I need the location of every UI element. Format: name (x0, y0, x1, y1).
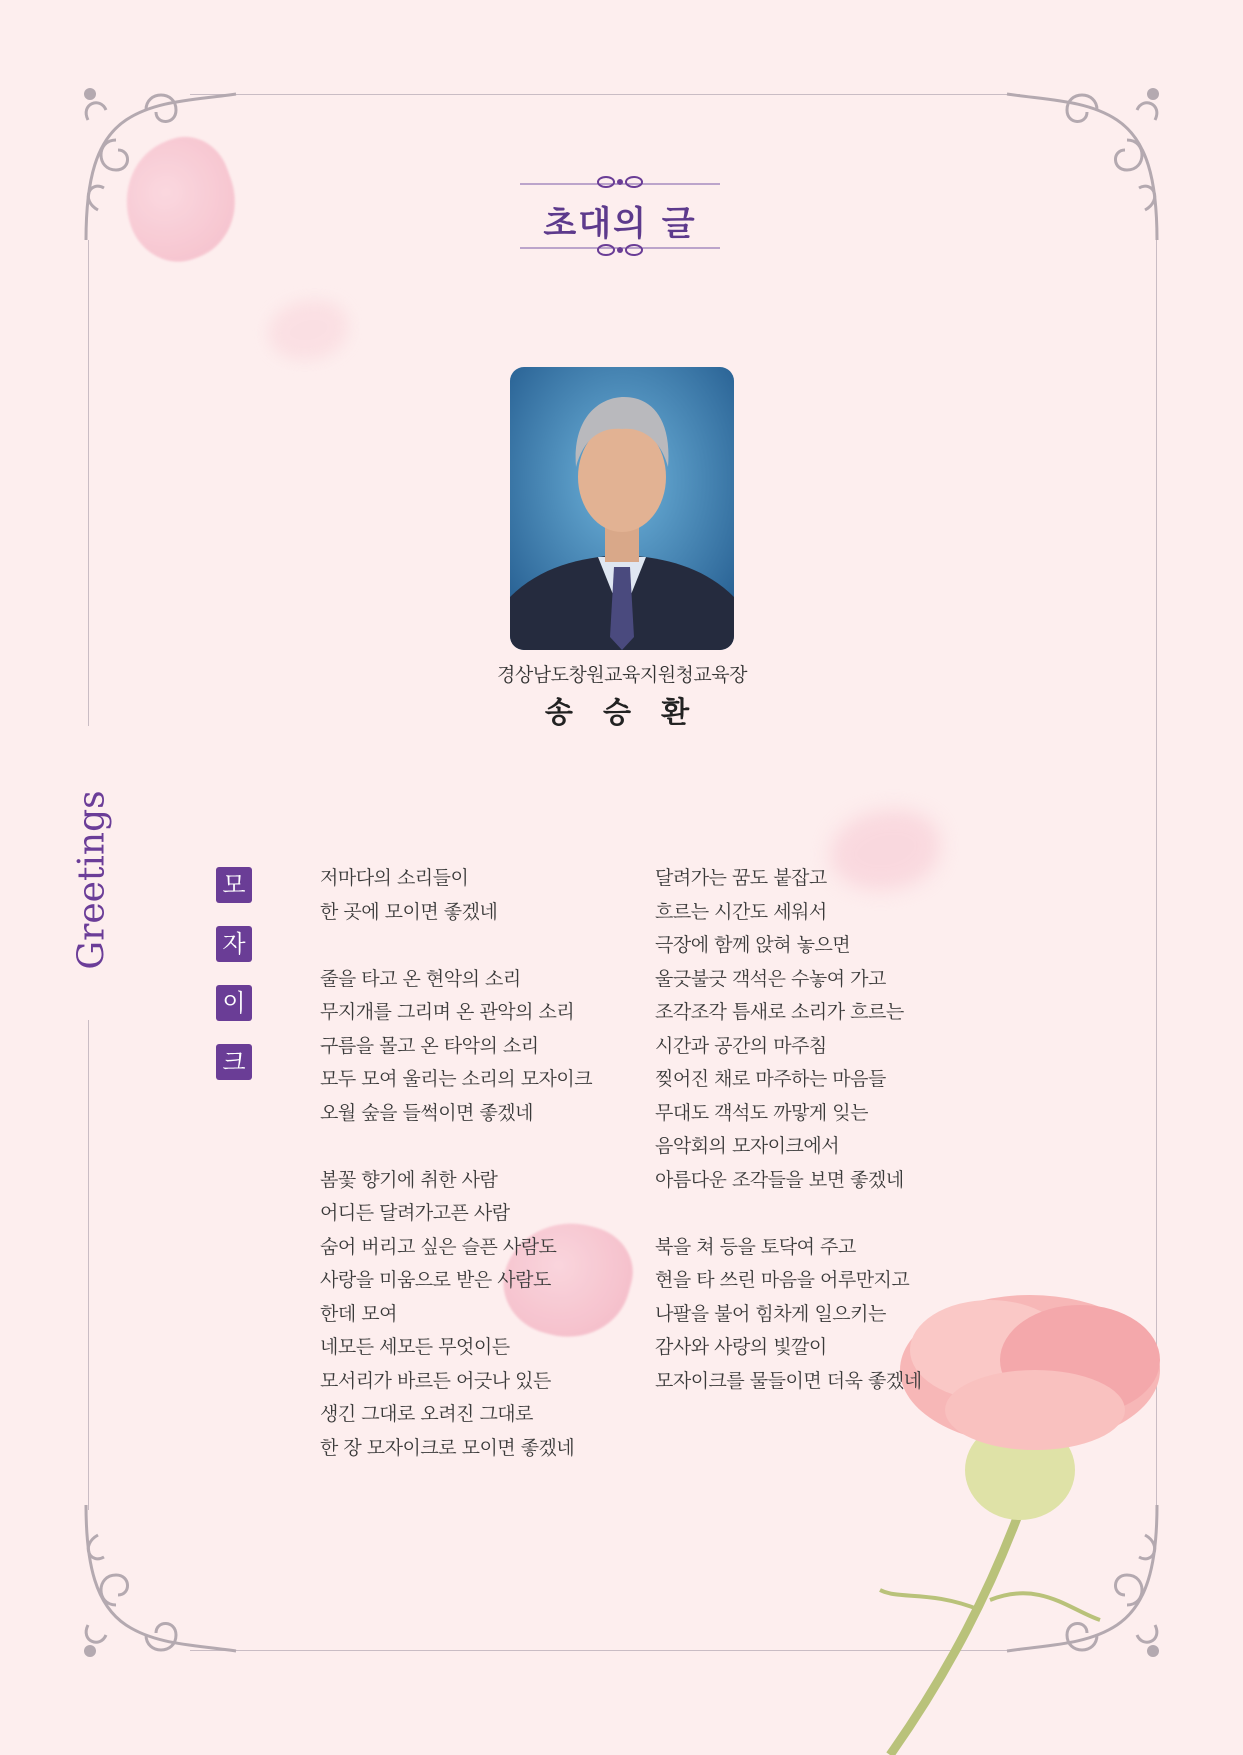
frame-top (190, 94, 1020, 95)
poem-line: 봄꽃 향기에 취한 사람 (320, 1168, 498, 1191)
corner-ornament-bottom-left (76, 1495, 246, 1665)
portrait-photo (510, 367, 734, 650)
poem-line: 한 곳에 모이면 좋겠네 (320, 900, 498, 923)
poem-line: 모두 모여 울리는 소리의 모자이크 (320, 1068, 593, 1090)
poem-right-column (655, 862, 922, 1398)
page-title: 초대의 글 (543, 204, 697, 244)
affiliation-text: 경상남도창원교육지원청교육장 (497, 664, 747, 686)
poem-title-char: 크 (216, 1044, 252, 1080)
poem-stanza-gap (655, 1197, 922, 1231)
poem-title-char: 자 (216, 926, 252, 962)
poem-line: 현을 타 쓰린 마음을 어루만지고 (655, 1269, 910, 1291)
title-ornament-bottom (520, 240, 720, 260)
poem-line: 시간과 공간의 마주침 (655, 1034, 827, 1057)
side-label-text: Greetings (71, 790, 113, 970)
poem-line: 사랑을 미움으로 받은 사람도 (320, 1269, 551, 1291)
poem-line: 음악회의 모자이크에서 (655, 1135, 840, 1157)
poem-line: 저마다의 소리들이 (320, 867, 469, 889)
poem-line: 모자이크를 물들이면 더욱 좋겠네 (655, 1369, 922, 1392)
carnation-flower (870, 1290, 1243, 1755)
poem-line: 무대도 객석도 까맣게 잊는 (655, 1101, 869, 1124)
page-title-block (520, 172, 720, 262)
poem-left-column (320, 862, 592, 1465)
poem-line: 나팔을 불어 힘차게 일으키는 (655, 1302, 886, 1325)
side-label (72, 780, 112, 980)
poem-line: 무지개를 그리며 온 관악의 소리 (320, 1001, 575, 1023)
petal-decoration (268, 300, 348, 360)
poem-line: 한 장 모자이크로 모이면 좋겠네 (320, 1436, 575, 1459)
title-ornament-top (520, 172, 720, 192)
poem-line: 줄을 타고 온 현악의 소리 (320, 967, 521, 990)
poem-line: 아름다운 조각들을 보면 좋겠네 (655, 1168, 904, 1191)
poem-line: 구름을 몰고 온 타악의 소리 (320, 1034, 539, 1057)
poem-line: 오월 숲을 들썩이면 좋겠네 (320, 1101, 534, 1124)
poem-line: 극장에 함께 앉혀 놓으면 (655, 934, 851, 956)
poem-line: 울긋불긋 객석은 수놓여 가고 (655, 967, 886, 990)
frame-left-lower (88, 1020, 89, 1510)
poem-line: 네모든 세모든 무엇이든 (320, 1336, 510, 1358)
poem-title-vertical (216, 867, 252, 1103)
poem-line: 흐르는 시간도 세워서 (655, 900, 827, 923)
poem-line: 숨어 버리고 싶은 슬픈 사람도 (320, 1235, 557, 1258)
poem-line: 북을 쳐 등을 토닥여 주고 (655, 1235, 856, 1258)
poem-title-char: 모 (216, 867, 252, 903)
poem-line: 조각조각 틈새로 소리가 흐르는 (655, 1001, 904, 1023)
poem-line: 감사와 사랑의 빛깔이 (655, 1336, 827, 1358)
poem-line: 어디든 달려가고픈 사람 (320, 1202, 510, 1224)
poem-stanza-gap (320, 1130, 592, 1164)
corner-ornament-top-right (997, 80, 1167, 250)
poem-line: 생긴 그대로 오려진 그대로 (320, 1403, 534, 1425)
poem-stanza-gap (320, 929, 592, 963)
poem-title-char: 이 (216, 985, 252, 1021)
poem-line: 달려가는 꿈도 붙잡고 (655, 867, 827, 889)
author-name: 송 승 환 (544, 695, 700, 729)
frame-left-upper (88, 240, 89, 726)
poem-line: 찢어진 채로 마주하는 마음들 (655, 1068, 886, 1090)
poem-line: 모서리가 바르든 어긋나 있든 (320, 1369, 551, 1392)
poem-line: 한데 모여 (320, 1302, 397, 1325)
